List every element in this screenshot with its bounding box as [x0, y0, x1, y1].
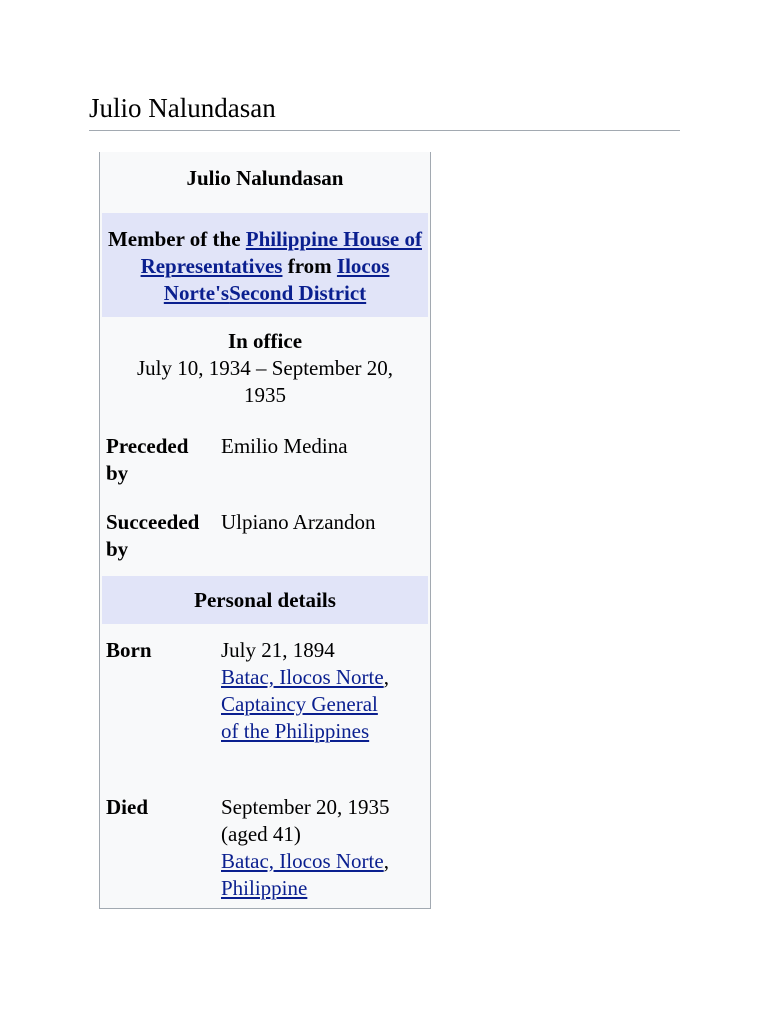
- died-row: [102, 794, 428, 909]
- in-office-heading: In office: [227, 329, 303, 353]
- born-label: Born: [106, 638, 152, 662]
- born-separator: ,: [383, 665, 389, 689]
- preceded-label: Preceded by: [106, 434, 189, 485]
- philippine-link[interactable]: Philippine: [221, 876, 308, 900]
- died-date: September 20, 1935 (aged 41): [221, 795, 390, 846]
- succeeded-value: Ulpiano Arzandon: [221, 510, 376, 534]
- ilocos-norte-link[interactable]: Ilocos Norte's: [163, 254, 390, 305]
- preceded-value: Emilio Medina: [221, 434, 348, 458]
- born-value: [221, 637, 391, 745]
- personal-details-header: Personal details: [102, 576, 428, 624]
- second-district-link[interactable]: Second District: [229, 281, 367, 305]
- infobox: [99, 152, 431, 909]
- died-value: [221, 794, 391, 902]
- office-header: [102, 213, 428, 317]
- succeeded-row: [102, 509, 428, 569]
- preceded-row: [102, 433, 428, 493]
- office-middle: from: [282, 254, 337, 278]
- office-prefix: Member of the: [107, 227, 246, 251]
- succeeded-label: Succeeded by: [106, 510, 200, 561]
- infobox-name: Julio Nalundasan: [186, 166, 344, 190]
- term-section: [102, 328, 428, 409]
- died-label: Died: [106, 795, 148, 819]
- page-title: Julio Nalundasan: [89, 93, 276, 123]
- born-place-link[interactable]: Batac, Ilocos Norte: [221, 665, 384, 689]
- term-dates: July 10, 1934 – September 20, 1935: [136, 356, 394, 407]
- born-row: [102, 637, 428, 777]
- died-place-link[interactable]: Batac, Ilocos Norte: [221, 849, 384, 873]
- died-separator: ,: [383, 849, 389, 873]
- captaincy-general-link[interactable]: Captaincy General of the Philippines: [221, 692, 378, 743]
- philippine-house-link[interactable]: Philippine House of Representatives: [140, 227, 422, 278]
- title-divider: [89, 130, 680, 131]
- born-date: July 21, 1894: [221, 638, 335, 662]
